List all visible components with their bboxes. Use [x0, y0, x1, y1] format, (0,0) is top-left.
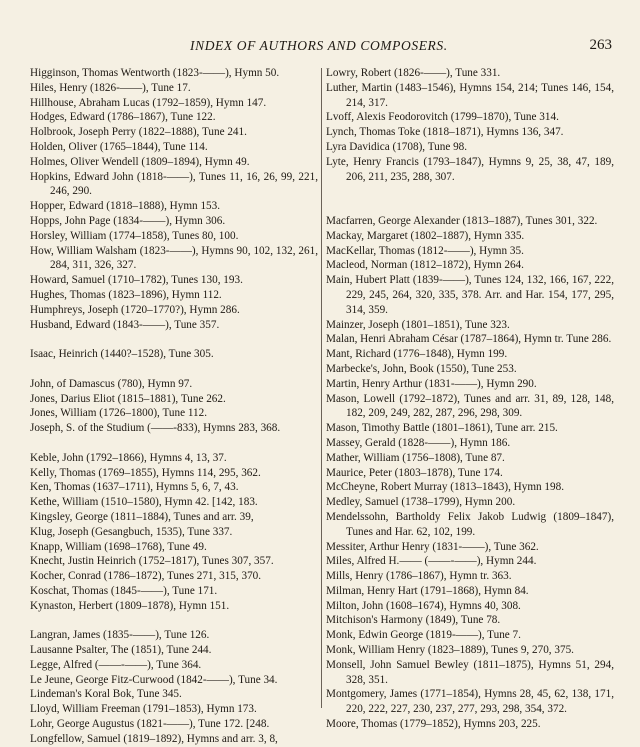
left-column: [30, 66, 318, 747]
index-entry: Messiter, Arthur Henry (1831-——), Tune 362.: [326, 540, 539, 553]
index-entry: Mather, William (1756–1808), Tune 87.: [326, 451, 505, 464]
section-gap: [326, 199, 614, 214]
page-number: 263: [589, 37, 612, 53]
index-entry: Lloyd, William Freeman (1791–1853), Hymn 173.: [30, 703, 257, 716]
index-entry: Massey, Gerald (1828-——), Hymn 186.: [326, 436, 511, 449]
index-entry: Longfellow, Samuel (1819–1892), Hymns and arr. 3, 8,: [30, 732, 278, 745]
index-entry: Mitchison's Harmony (1849), Tune 78.: [326, 614, 501, 627]
section-gap: [326, 184, 614, 199]
index-entry: Lyte, Henry Francis (1793–1847), Hymns 9, 25, 38, 47, 189, 206, 211, 235, 288, 307.: [326, 155, 614, 183]
right-column: [326, 66, 614, 732]
index-entry: Holmes, Oliver Wendell (1809–1894), Hymn 49.: [30, 155, 250, 168]
index-entry: Hopper, Edward (1818–1888), Hymn 153.: [30, 200, 221, 213]
column-divider: [321, 68, 322, 708]
index-entry: Ken, Thomas (1637–1711), Hymns 5, 6, 7, 43.: [30, 481, 239, 494]
section-gap: [30, 362, 318, 377]
index-entry: Maurice, Peter (1803–1878), Tune 174.: [326, 466, 503, 479]
index-entry: Hillhouse, Abraham Lucas (1792–1859), Hymn 147.: [30, 96, 267, 109]
index-entry: Montgomery, James (1771–1854), Hymns 28, 45, 62, 138, 171, 220, 222, 227, 230, 237, 277, 293, 298, 354, 372.: [326, 688, 614, 716]
index-entry: Mills, Henry (1786–1867), Hymn tr. 363.: [326, 570, 512, 583]
index-entry: Mainzer, Joseph (1801–1851), Tune 323.: [326, 318, 510, 331]
index-entry: Le Jeune, George Fitz-Curwood (1842-——), Tune 34.: [30, 673, 278, 686]
index-entry: Hughes, Thomas (1823–1896), Hymn 112.: [30, 288, 222, 301]
section-gap: [30, 613, 318, 628]
section-gap: [30, 332, 318, 347]
section-gap: [30, 436, 318, 451]
index-entry: Mason, Timothy Battle (1801–1861), Tune arr. 215.: [326, 422, 558, 435]
index-entry: Humphreys, Joseph (1720–1770?), Hymn 286.: [30, 303, 240, 316]
index-entry: Mackay, Margaret (1802–1887), Hymn 335.: [326, 229, 525, 242]
index-entry: Joseph, S. of the Studium (——-833), Hymns 283, 368.: [30, 422, 281, 435]
index-entry: Luther, Martin (1483–1546), Hymns 154, 214; Tunes 146, 154, 214, 317.: [326, 81, 614, 109]
index-entry: Milton, John (1608–1674), Hymns 40, 308.: [326, 599, 521, 612]
index-entry: Lvoff, Alexis Feodorovitch (1799–1870), Tune 314.: [326, 111, 559, 124]
page-title: INDEX OF AUTHORS AND COMPOSERS.: [190, 38, 448, 53]
index-entry: Howard, Samuel (1710–1782), Tunes 130, 193.: [30, 274, 243, 287]
index-entry: Lohr, George Augustus (1821-——), Tune 172. [248.: [30, 718, 270, 731]
index-entry: Kynaston, Herbert (1809–1878), Hymn 151.: [30, 599, 230, 612]
index-entry: Miles, Alfred H.—— (——-——), Hymn 244.: [326, 555, 537, 568]
index-entry: Moore, Thomas (1779–1852), Hymns 203, 225.: [326, 718, 541, 731]
index-entry: Marbecke's, John, Book (1550), Tune 253.: [326, 362, 517, 375]
index-entry: Lausanne Psalter, The (1851), Tune 244.: [30, 644, 212, 657]
index-entry: Martin, Henry Arthur (1831-——), Hymn 290.: [326, 377, 537, 390]
index-entry: How, William Walsham (1823-——), Hymns 90, 102, 132, 261, 284, 311, 326, 327.: [30, 244, 318, 272]
index-entry: MacKellar, Thomas (1812-——), Hymn 35.: [326, 244, 524, 257]
index-entry: Kingsley, George (1811–1884), Tunes and arr. 39,: [30, 510, 254, 523]
index-entry: Horsley, William (1774–1858), Tunes 80, 100.: [30, 229, 239, 242]
index-entry: Klug, Joseph (Gesangbuch, 1535), Tune 337.: [30, 525, 233, 538]
index-entry: Milman, Henry Hart (1791–1868), Hymn 84.: [326, 584, 529, 597]
index-entry: Medley, Samuel (1738–1799), Hymn 200.: [326, 496, 516, 509]
index-entry: Isaac, Heinrich (1440?–1528), Tune 305.: [30, 348, 214, 361]
index-entry: Macleod, Norman (1812–1872), Hymn 264.: [326, 259, 524, 272]
page-header: [0, 38, 640, 56]
index-entry: Lindeman's Koral Bok, Tune 345.: [30, 688, 182, 701]
index-entry: Hodges, Edward (1786–1867), Tune 122.: [30, 111, 216, 124]
index-entry: Lyra Davidica (1708), Tune 98.: [326, 140, 468, 153]
index-entry: Macfarren, George Alexander (1813–1887), Tunes 301, 322.: [326, 214, 598, 227]
index-entry: Holden, Oliver (1765–1844), Tune 114.: [30, 140, 208, 153]
index-entry: Holbrook, Joseph Perry (1822–1888), Tune 241.: [30, 126, 247, 139]
index-entry: Monk, William Henry (1823–1889), Tunes 9, 270, 375.: [326, 644, 574, 657]
index-entry: Higginson, Thomas Wentworth (1823-——), Hymn 50.: [30, 67, 280, 79]
index-entry: Husband, Edward (1843-——), Tune 357.: [30, 318, 220, 331]
index-entry: John, of Damascus (780), Hymn 97.: [30, 377, 193, 390]
index-entry: Legge, Alfred (——-——), Tune 364.: [30, 658, 202, 671]
index-entry: Monsell, John Samuel Bewley (1811–1875), Hymns 51, 294, 328, 351.: [326, 658, 614, 686]
index-entry: Jones, Darius Eliot (1815–1881), Tune 262.: [30, 392, 226, 405]
index-entry: Lynch, Thomas Toke (1818–1871), Hymns 136, 347.: [326, 126, 564, 139]
index-entry: McCheyne, Robert Murray (1813–1843), Hymn 198.: [326, 481, 565, 494]
index-entry: Monk, Edwin George (1819-——), Tune 7.: [326, 629, 521, 642]
index-entry: Hiles, Henry (1826-——), Tune 17.: [30, 81, 191, 94]
index-entry: Jones, William (1726–1800), Tune 112.: [30, 407, 207, 420]
index-entry: Mendelssohn, Bartholdy Felix Jakob Ludwig (1809–1847), Tunes and Har. 62, 102, 199.: [326, 510, 614, 538]
index-entry: Lowry, Robert (1826-——), Tune 331.: [326, 67, 501, 79]
index-entry: Malan, Henri Abraham César (1787–1864), Hymn tr. Tune 286.: [326, 333, 612, 346]
index-entry: Langran, James (1835-——), Tune 126.: [30, 629, 210, 642]
index-entry: Knapp, William (1698–1768), Tune 49.: [30, 540, 207, 553]
index-entry: Hopkins, Edward John (1818-——), Tunes 11, 16, 26, 99, 221, 246, 290.: [30, 170, 318, 198]
index-entry: Keble, John (1792–1866), Hymns 4, 13, 37.: [30, 451, 227, 464]
index-entry: Kethe, William (1510–1580), Hymn 42. [142, 183.: [30, 496, 258, 509]
index-entry: Main, Hubert Platt (1839-——), Tunes 124, 132, 166, 167, 222, 229, 245, 264, 320, 335, 378. Arr. and Har. 154, 177, 295, 314, 359.: [326, 274, 614, 316]
index-entry: Mason, Lowell (1792–1872), Tunes and arr. 31, 89, 128, 148, 182, 209, 249, 282, 287, 296, 298, 309.: [326, 392, 614, 420]
index-entry: Kelly, Thomas (1769–1855), Hymns 114, 295, 362.: [30, 466, 261, 479]
index-entry: Mant, Richard (1776–1848), Hymn 199.: [326, 348, 508, 361]
index-entry: Hopps, John Page (1834-——), Hymn 306.: [30, 214, 226, 227]
index-entry: Knecht, Justin Heinrich (1752–1817), Tunes 307, 357.: [30, 555, 274, 568]
index-entry: Koschat, Thomas (1845-——), Tune 171.: [30, 584, 218, 597]
index-entry: Kocher, Conrad (1786–1872), Tunes 271, 315, 370.: [30, 570, 262, 583]
